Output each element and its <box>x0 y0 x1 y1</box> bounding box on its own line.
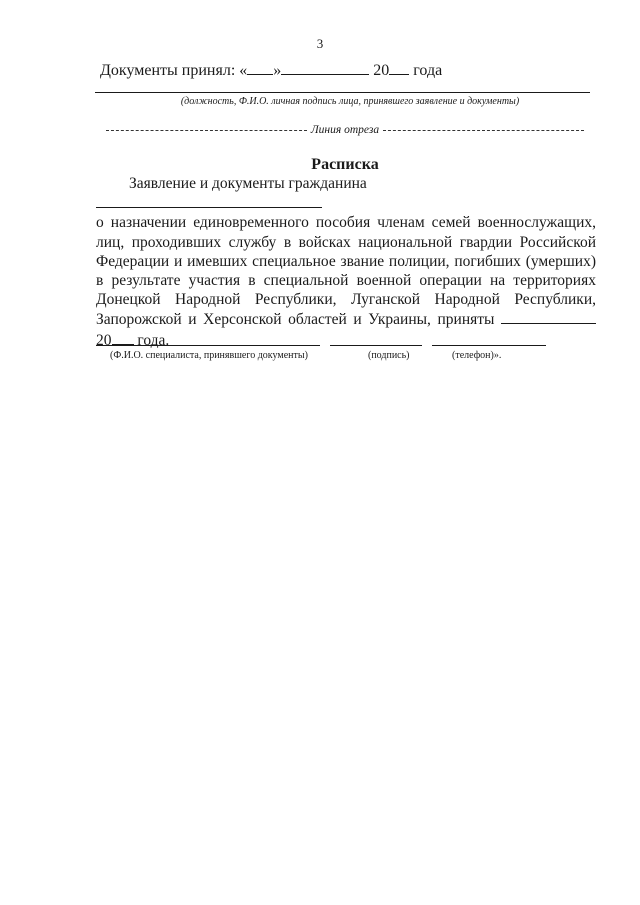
receipt-year-word: года. <box>137 331 170 349</box>
receipt-date-blank[interactable] <box>501 309 596 324</box>
accepted-signature-line[interactable] <box>95 92 590 93</box>
specialist-name-line[interactable] <box>96 345 320 346</box>
receipt-title: Расписка <box>311 156 379 173</box>
year-blank[interactable] <box>389 60 409 75</box>
year-word: года <box>413 62 443 79</box>
receipt-body <box>96 174 596 350</box>
date-close-quote: » <box>273 62 282 79</box>
date-open-quote: « <box>239 62 248 79</box>
accepted-label: Документы принял: <box>100 62 236 79</box>
cut-line <box>106 124 584 136</box>
cut-dash-right <box>383 130 584 131</box>
signature-line[interactable] <box>330 345 422 346</box>
year-prefix: 20 <box>373 62 390 79</box>
citizen-name-blank[interactable] <box>96 193 322 208</box>
specialist-caption: (Ф.И.О. специалиста, принявшего документы) <box>110 350 308 361</box>
phone-caption: (телефон)». <box>452 350 502 361</box>
cut-line-label: Линия отреза <box>310 124 380 136</box>
phone-line[interactable] <box>432 345 546 346</box>
receipt-year-blank[interactable] <box>112 330 134 345</box>
receipt-first-line <box>96 174 596 213</box>
day-blank[interactable] <box>247 60 273 75</box>
cut-dash-left <box>106 130 307 131</box>
accepted-signature-caption: (должность, Ф.И.О. личная подпись лица, принявшего заявление и документы) <box>180 96 520 107</box>
receipt-intro: Заявление и документы гражданина <box>129 175 367 192</box>
page-number: 3 <box>316 36 324 51</box>
signature-caption: (подпись) <box>368 350 410 361</box>
month-blank[interactable] <box>281 60 369 75</box>
receipt-text: о назначении единовременного пособия членам семей военнослужащих, лиц, проходивших службу в войсках национальной гвардии Российской Федерации и имевших специальное звание полиции, погибших (умерших) в результате участия в специальной военной операции на территориях Донецкой Народной Республики, Луганской Народной Республики, Запорожской и Херсонской областей и Украины, приняты <box>96 214 596 329</box>
receipt-year-prefix: 20 <box>96 331 112 349</box>
documents-accepted-line <box>100 60 442 80</box>
